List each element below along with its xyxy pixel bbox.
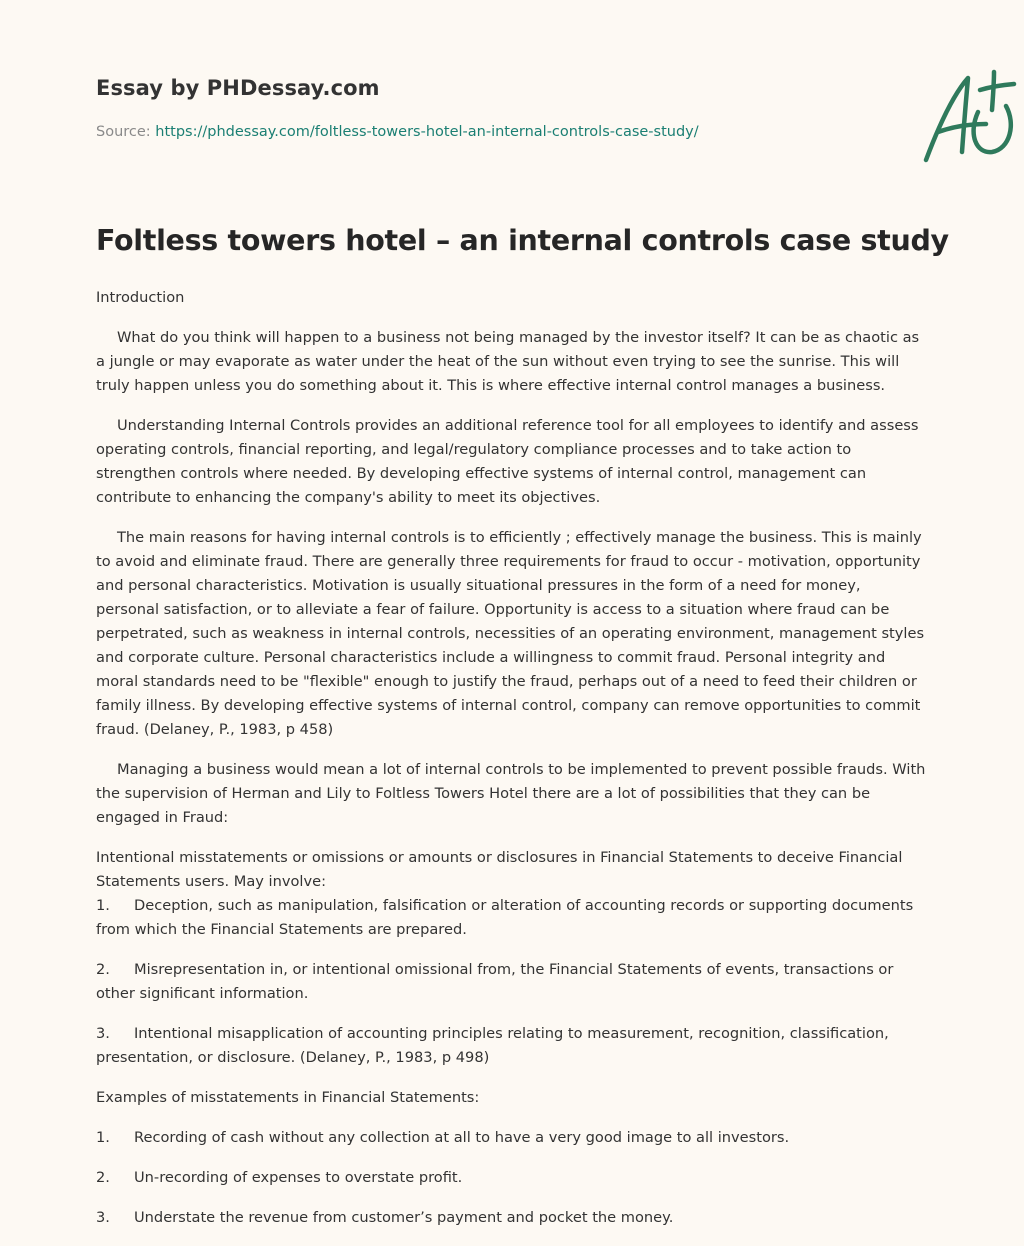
source-line bbox=[96, 124, 699, 140]
site-brand: Essay by PHDessay.com bbox=[96, 76, 380, 100]
paragraph-4: Managing a business would mean a lot of internal controls to be implemented to prevent possible frauds. With the supervision of Herman and Lily to Foltless Towers Hotel there are a lot of possibilities that they can be engaged in Fraud: bbox=[96, 761, 926, 826]
list-item bbox=[96, 1206, 928, 1230]
list-item-text: Intentional misapplication of accounting principles relating to measurement, recognition, classification, presentation, or disclosure. (Delaney, P., 1983, p 498) bbox=[96, 1025, 889, 1066]
list-item bbox=[96, 1166, 928, 1190]
list-item-number: 2. bbox=[96, 1169, 110, 1186]
paragraph-2: Understanding Internal Controls provides an additional reference tool for all employees to identify and assess operating controls, financial reporting, and legal/regulatory compliance processes and to take action to strengthen controls where needed. By developing effective systems of internal control, management can contribute to enhancing the company's ability to meet its objectives. bbox=[96, 417, 919, 506]
paragraph-1: What do you think will happen to a business not being managed by the investor itself? It can be as chaotic as a jungle or may evaporate as water under the heat of the sun without even trying to see the sunrise. This will truly happen unless you do something about it. This is where effective internal control manages a business. bbox=[96, 329, 920, 394]
paragraph-3: The main reasons for having internal controls is to efficiently ; effectively manage the business. This is mainly to avoid and eliminate fraud. There are generally three requirements for fraud to occur - motivation, opportunity and personal characteristics. Motivation is usually situational pressures in the form of a need for money, personal satisfaction, or to alleviate a fear of failure. Opportunity is access to a situation where fraud can be perpetrated, such as weakness in internal controls, necessities of an operating environment, management styles and corporate culture. Personal characteristics include a willingness to commit fraud. Personal integrity and moral standards need to be "flexible" enough to justify the fraud, perhaps out of a need to feed their children or family illness. By developing effective systems of internal control, company can remove opportunities to commit fraud. (Delaney, P., 1983, p 458) bbox=[96, 529, 925, 738]
list-item bbox=[96, 1022, 928, 1070]
examples-heading: Examples of misstatements in Financial Statements: bbox=[96, 1089, 480, 1106]
list-item-number: 1. bbox=[96, 1129, 110, 1146]
list-item bbox=[96, 894, 928, 942]
list-item-number: 1. bbox=[96, 897, 110, 914]
list-item-text: Un-recording of expenses to overstate profit. bbox=[134, 1169, 463, 1186]
list-item-text: Misrepresentation in, or intentional omissional from, the Financial Statements of events, transactions or other significant information. bbox=[96, 961, 894, 1002]
essay-body bbox=[96, 286, 928, 1246]
list-item bbox=[96, 1126, 928, 1150]
source-label: Source: bbox=[96, 124, 156, 140]
list-item-number: 2. bbox=[96, 961, 110, 978]
list-item bbox=[96, 958, 928, 1006]
list-item-number: 3. bbox=[96, 1025, 110, 1042]
paragraph-5: Intentional misstatements or omissions or amounts or disclosures in Financial Statements to deceive Financial Statements users. May involve: bbox=[96, 849, 903, 890]
list-item-number: 3. bbox=[96, 1209, 110, 1226]
list-item-text: Recording of cash without any collection at all to have a very good image to all investors. bbox=[134, 1129, 790, 1146]
intro-heading: Introduction bbox=[96, 289, 185, 306]
a-plus-logo-icon bbox=[918, 66, 1022, 166]
source-link[interactable]: https://phdessay.com/foltless-towers-hotel-an-internal-controls-case-study/ bbox=[155, 124, 699, 140]
list-item-text: Understate the revenue from customer’s payment and pocket the money. bbox=[134, 1209, 674, 1226]
list-item-text: Deception, such as manipulation, falsification or alteration of accounting records or supporting documents from which the Financial Statements are prepared. bbox=[96, 897, 914, 938]
essay-title: Foltless towers hotel – an internal controls case study bbox=[96, 224, 949, 257]
